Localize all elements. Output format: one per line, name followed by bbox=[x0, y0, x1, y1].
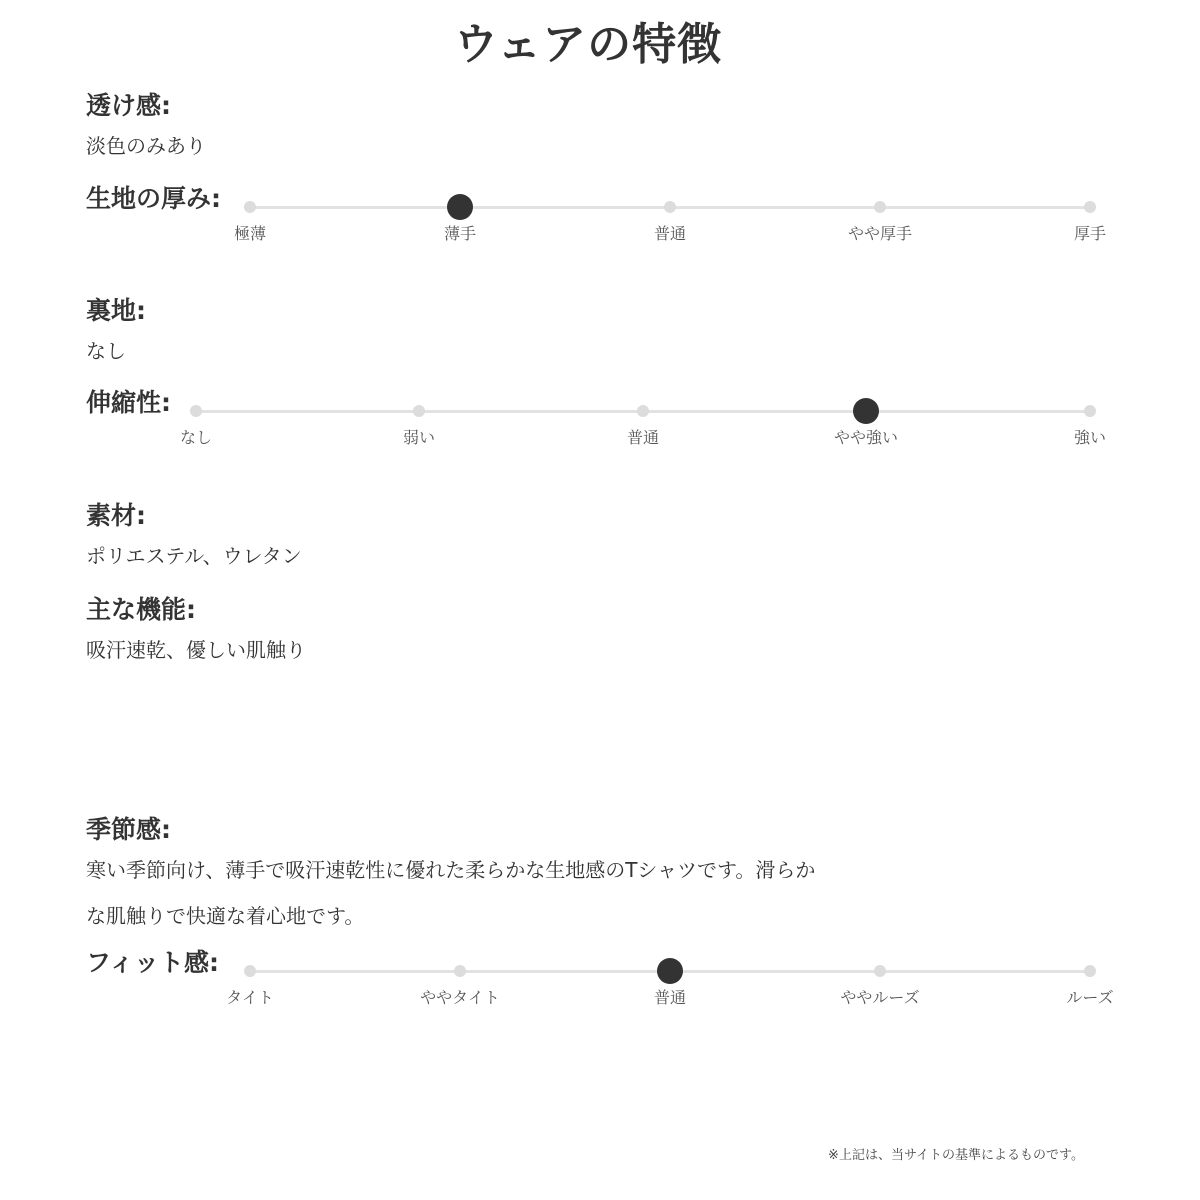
season-label: 季節感: bbox=[86, 815, 171, 844]
stop-label: ややタイト bbox=[420, 988, 500, 1007]
scale-dot bbox=[454, 965, 466, 977]
fit-scale bbox=[0, 948, 1200, 1041]
scale-dot bbox=[244, 201, 256, 213]
scale-dot bbox=[1084, 201, 1096, 213]
stretch-label: 伸縮性: bbox=[86, 388, 171, 417]
scale-dot bbox=[1084, 405, 1096, 417]
functions-value: 吸汗速乾、優しい肌触り bbox=[86, 638, 306, 662]
stop-label: 普通 bbox=[653, 224, 686, 243]
scale-dot bbox=[637, 405, 649, 417]
stop-label: タイト bbox=[226, 988, 274, 1007]
thickness-label: 生地の厚み: bbox=[86, 184, 221, 213]
stop-label: 普通 bbox=[626, 428, 659, 447]
stop-label: 弱い bbox=[402, 428, 435, 447]
stop-label: やや強い bbox=[833, 428, 898, 447]
transparency-value: 淡色のみあり bbox=[86, 134, 206, 158]
material-section bbox=[86, 496, 302, 569]
fit-label: フィット感: bbox=[86, 948, 219, 977]
material-label: 素材: bbox=[86, 501, 146, 530]
season-description-line: な肌触りで快適な着心地です。 bbox=[86, 904, 365, 928]
selected-dot bbox=[853, 398, 879, 424]
stop-label: なし bbox=[179, 428, 212, 447]
stop-label: 極薄 bbox=[233, 224, 266, 243]
scale-dot bbox=[874, 201, 886, 213]
scale-dot bbox=[874, 965, 886, 977]
thickness-scale bbox=[0, 184, 1200, 277]
stop-label: やや厚手 bbox=[847, 224, 912, 243]
selected-dot bbox=[657, 958, 683, 984]
stop-label: ややルーズ bbox=[840, 988, 920, 1007]
stop-label: ルーズ bbox=[1066, 988, 1114, 1007]
functions-label: 主な機能: bbox=[86, 595, 196, 624]
material-value: ポリエステル、ウレタン bbox=[86, 544, 302, 568]
lining-label: 裏地: bbox=[86, 296, 146, 325]
page-title: ウェアの特徴 bbox=[453, 19, 723, 70]
season-section bbox=[86, 810, 815, 938]
scale-dot bbox=[1084, 965, 1096, 977]
scale-dot bbox=[190, 405, 202, 417]
stop-label: 厚手 bbox=[1073, 224, 1106, 243]
lining-value: なし bbox=[86, 339, 126, 363]
scale-dot bbox=[664, 201, 676, 213]
footnote: ※上記は、当サイトの基準によるものです。 bbox=[828, 1148, 1084, 1163]
stop-label: 普通 bbox=[653, 988, 686, 1007]
functions-section bbox=[86, 590, 306, 663]
selected-dot bbox=[447, 194, 473, 220]
transparency-section bbox=[86, 86, 206, 159]
stop-label: 強い bbox=[1073, 428, 1106, 447]
season-description-line: 寒い季節向け、薄手で吸汗速乾性に優れた柔らかな生地感のTシャツです。滑らか bbox=[86, 858, 816, 882]
stop-label: 薄手 bbox=[443, 224, 476, 243]
scale-dot bbox=[413, 405, 425, 417]
transparency-label: 透け感: bbox=[86, 91, 171, 120]
lining-section bbox=[86, 291, 146, 364]
scale-dot bbox=[244, 965, 256, 977]
stretch-scale bbox=[0, 388, 1200, 481]
